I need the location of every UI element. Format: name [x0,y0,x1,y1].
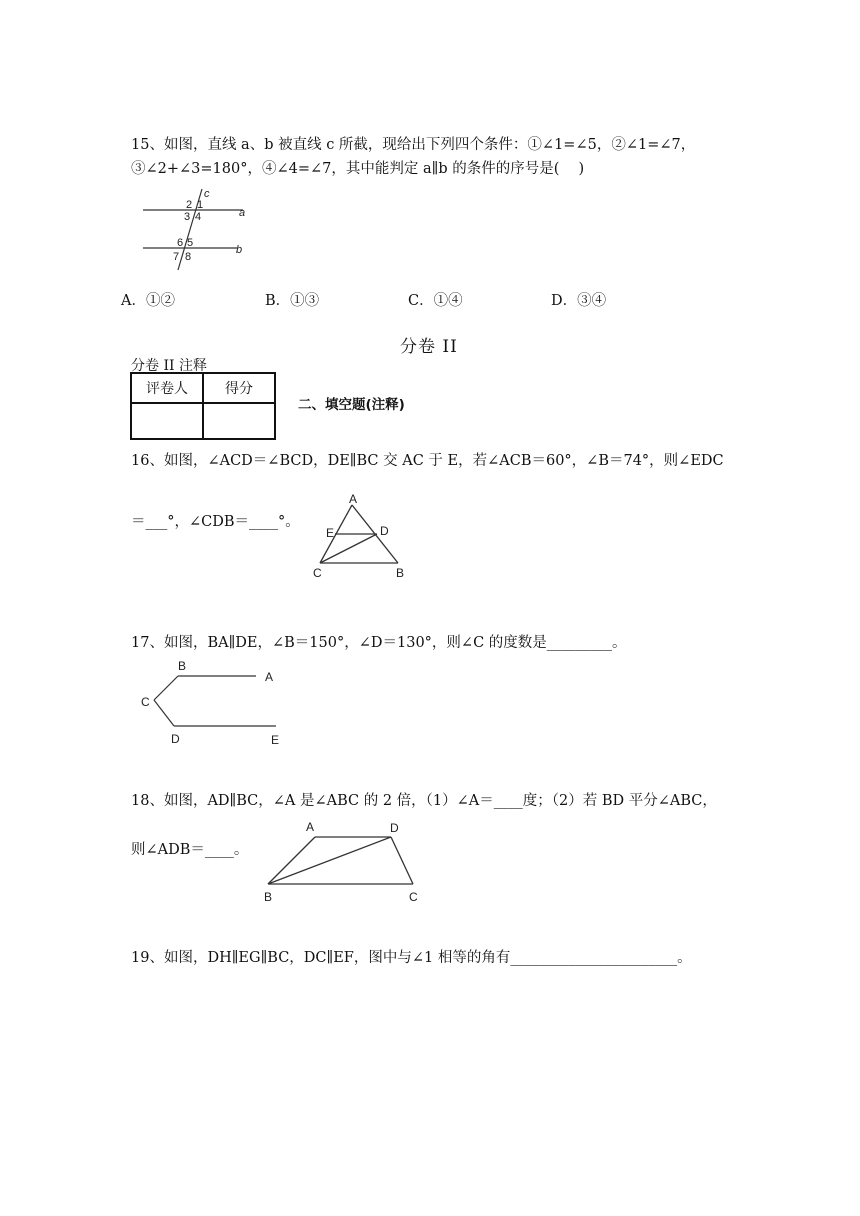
q15-line2: ③∠2+∠3=180°，④∠4=∠7，其中能判定 a∥b 的条件的序号是( ) [131,161,585,177]
label-A: A [349,492,358,506]
q15-option-d: D．③④ [551,293,607,309]
q16-figure [308,490,420,582]
label-E: E [326,526,335,540]
q15-option-c: C．①④ [408,293,463,309]
score-cell[interactable] [203,403,275,439]
q17-line1: 17、如图，BA∥DE，∠B＝150°，∠D＝130°，则∠C 的度数是_________。 [131,635,627,651]
label-D: D [171,732,180,746]
label-7: 7 [173,251,180,263]
q15-line1: 15、如图，直线 a、b 被直线 c 所截，现给出下列四个条件：①∠1=∠5，②∠1=∠7， [131,137,696,153]
label-c: c [204,188,210,200]
q15-figure [135,186,260,274]
diagonal-bd [268,837,391,884]
q18-line1: 18、如图，AD∥BC，∠A 是∠ABC 的 2 倍，（1）∠A＝____度；（2）若 BD 平分∠ABC， [131,793,717,809]
q16-line1: 16、如图，∠ACD＝∠BCD，DE∥BC 交 AC 于 E，若∠ACB＝60°，∠B＝74°，则∠EDC [131,453,724,469]
q18-line2: 则∠ADB＝____。 [131,842,249,858]
label-D: D [380,524,389,538]
label-A: A [306,820,315,834]
label-5: 5 [187,237,194,249]
label-C: C [313,566,322,580]
q15-option-a: A．①② [121,293,175,309]
label-a: a [239,207,246,219]
grader-header: 评卷人 [131,373,203,403]
fill-blank-heading: 二、填空题(注释) [298,397,405,413]
label-E: E [271,733,280,747]
score-header: 得分 [203,373,275,403]
label-B: B [396,566,405,580]
label-4: 4 [195,211,202,223]
label-6: 6 [177,237,184,249]
label-3: 3 [184,211,191,223]
label-C: C [409,890,418,904]
score-table [130,372,276,440]
label-8: 8 [185,251,192,263]
label-D: D [390,821,399,835]
grader-cell[interactable] [131,403,203,439]
label-1: 1 [197,199,204,211]
label-C: C [141,695,150,709]
label-B: B [264,890,273,904]
label-B: B [178,659,187,673]
label-A: A [265,670,274,684]
segment-ab [268,837,315,884]
segment-bc [154,676,178,700]
q19-line1: 19、如图，DH∥EG∥BC，DC∥EF，图中与∠1 相等的角有_______________________。 [131,950,692,966]
segment-cd [154,700,174,726]
segment-dc [391,837,413,884]
section2-title: 分卷 II [400,337,458,357]
q16-line2: ＝___°，∠CDB＝____°。 [131,514,300,530]
q18-figure [258,818,428,908]
q15-option-b: B．①③ [265,293,320,309]
label-b: b [236,244,243,256]
q17-figure [136,655,286,750]
section2-note: 分卷 II 注释 [131,358,207,374]
label-2: 2 [186,199,193,211]
